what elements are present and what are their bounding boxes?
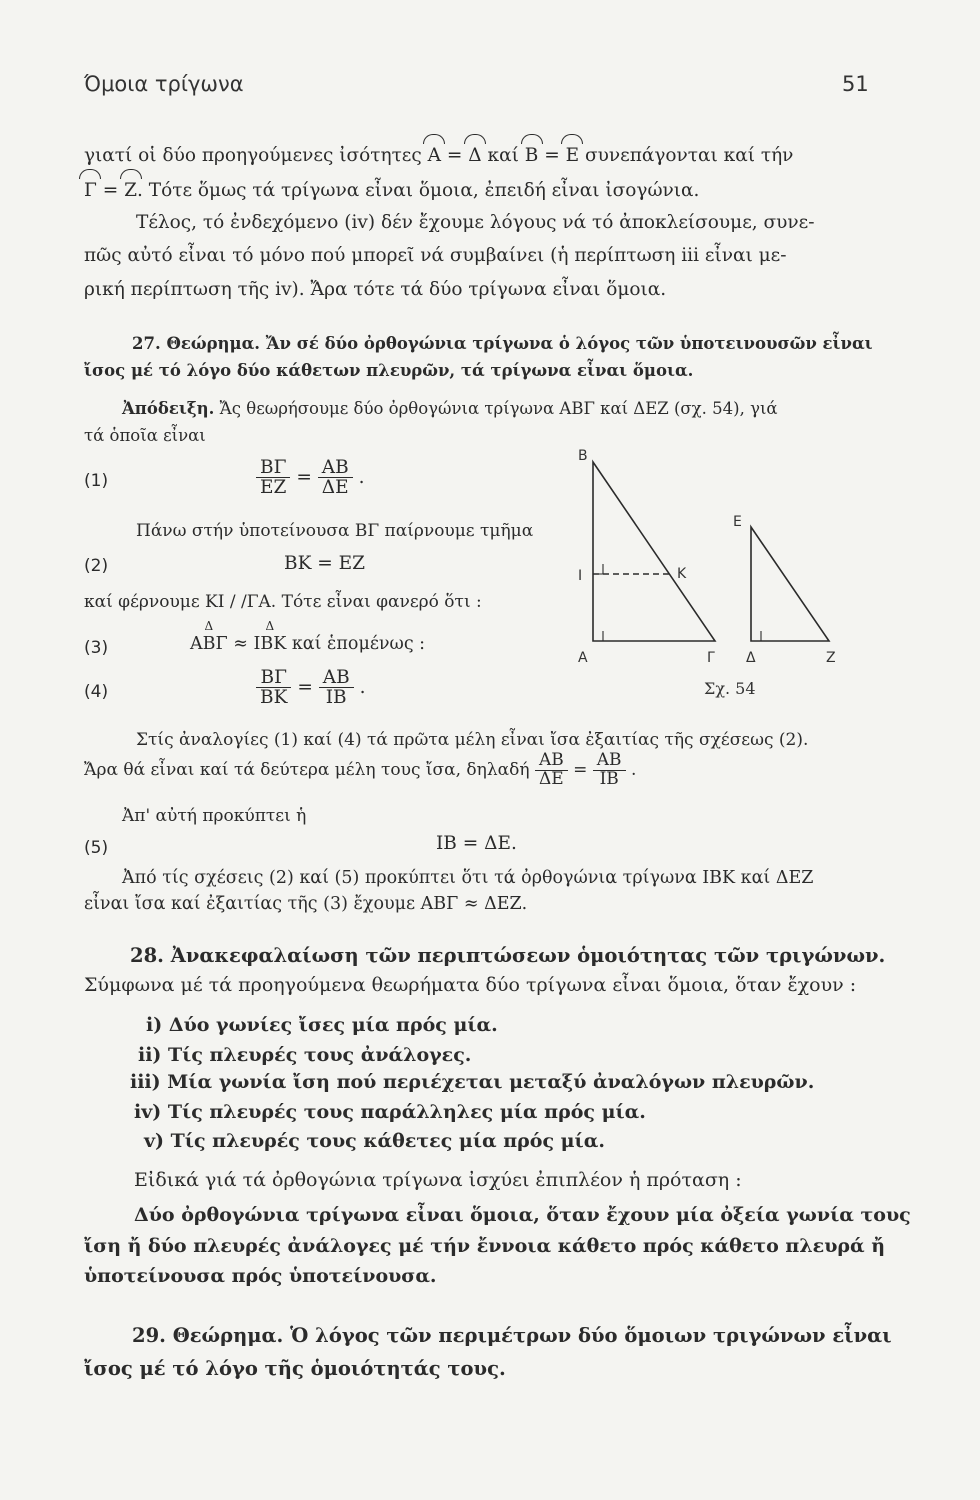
right-angle-mark (751, 631, 761, 641)
label-K: K (677, 566, 687, 582)
angle-B: B (524, 145, 539, 166)
right-angle-mark (593, 564, 603, 574)
equation-label: (5) (84, 838, 109, 858)
numerator: ΒΓ (256, 668, 290, 688)
proof-line: Ἀπό τίς σχέσεις (2) καί (5) προκύπτει ὅτι τά ὀρθογώνια τρίγωνα ΙΒΚ καί ΔΕΖ (122, 868, 814, 888)
section-28-heading: 28. Ἀνακεφαλαίωση τῶν περιπτώσεων ὁμοιότητας τῶν τριγώνων. (130, 944, 886, 967)
triangle-ABG: Δ ΑΒΓ (190, 634, 228, 654)
angle-D: Δ (468, 145, 482, 166)
triangle-DEZ-shape (751, 527, 829, 641)
fraction (535, 752, 568, 789)
proof-line: καί φέρνουμε ΚΙ / /ΓΑ. Τότε εἶναι φανερό ὅτι : (84, 592, 482, 612)
denominator: ΔΕ (538, 768, 564, 789)
case-item: iv) Τίς πλευρές τους παράλληλες μία πρός μία. (134, 1101, 646, 1123)
text-span: = (538, 145, 566, 166)
equals-sign: = (573, 759, 593, 780)
special-statement: Δύο ὀρθογώνια τρίγωνα εἶναι ὅμοια, ὅταν ἔχουν μία ὀξεία γωνία τους (134, 1204, 911, 1226)
label-Z: Z (826, 650, 836, 666)
proof-line: Πάνω στήν ὑποτείνουσα ΒΓ παίρνουμε τμῆμα (136, 521, 534, 541)
section-number: 27. Θεώρημα. (132, 334, 261, 353)
figure-54 (560, 440, 860, 720)
section-number: 29. Θεώρημα. (132, 1324, 284, 1347)
case-item: i) Δύο γωνίες ἴσες μία πρός μία. (146, 1014, 498, 1036)
denominator: ΕΖ (260, 477, 287, 499)
section-28-intro: Σύμφωνα μέ τά προηγούμενα θεωρήματα δύο τρίγωνα εἶναι ὅμοια, ὅταν ἔχουν : (84, 974, 857, 996)
equals-sign: = (296, 466, 318, 488)
para-line (84, 145, 793, 166)
label-D: Δ (746, 650, 756, 666)
para-line: ρική περίπτωση τῆς iv). Ἄρα τότε τά δύο τρίγωνα εἶναι ὅμοια. (84, 279, 667, 300)
special-statement: ἴση ἤ δύο πλευρές ἀνάλογες μέ τήν ἔννοια κάθετο πρός κάθετο πλευρά ἤ (84, 1235, 886, 1257)
label-E: E (733, 514, 742, 530)
proof-line: Στίς ἀναλογίες (1) καί (4) τά πρῶτα μέλη εἶναι ἴσα ἐξαιτίας τῆς σχέσεως (2). (136, 730, 809, 750)
para-line: Τέλος, τό ἐνδεχόμενο (iv) δέν ἔχουμε λόγους νά τό ἀποκλείσουμε, συνε- (136, 212, 815, 233)
fraction (256, 458, 290, 498)
case-item: ii) Τίς πλευρές τους ἀνάλογες. (138, 1044, 472, 1066)
proof-line (122, 399, 778, 418)
text-span: Ἄς θεωρήσουμε δύο ὀρθογώνια τρίγωνα ΑΒΓ καί ΔΕΖ (σχ. 54), γιά (214, 399, 778, 418)
theorem-27-heading (132, 334, 873, 353)
triangle-IBK: Δ ΙΒΚ (253, 634, 286, 654)
text-span: Ὁ λόγος τῶν περιμέτρων δύο ὅμοιων τριγώνων εἶναι (283, 1324, 892, 1347)
numerator: ΑΒ (318, 458, 353, 478)
text-span: Ἄν σέ δύο ὀρθογώνια τρίγωνα ὁ λόγος τῶν ὑποτεινουσῶν εἶναι (260, 334, 873, 353)
text-span: = (441, 145, 469, 166)
fraction (319, 668, 354, 708)
triangle-ABG-shape (593, 462, 715, 641)
para-line (84, 180, 699, 201)
case-item: iii) Μία γωνία ἴση πού περιέχεται μεταξύ ἀναλόγων πλευρῶν. (130, 1071, 815, 1093)
denominator: ΔΕ (321, 477, 349, 499)
equation-4 (256, 668, 365, 708)
equation-5: ΙΒ = ΔΕ. (436, 833, 517, 854)
period: . (630, 759, 637, 780)
text-span: καί ἑπομένως : (286, 634, 426, 654)
text-span: συνεπάγονται καί τήν (579, 145, 794, 166)
numerator: ΑΒ (535, 752, 568, 771)
angle-G: Γ (84, 180, 97, 201)
equation-1 (256, 458, 364, 498)
similar-sign: ≈ (227, 634, 254, 654)
text-span: γιατί οἱ δύο προηγούμενες ἰσότητες (84, 145, 428, 166)
denominator: ΒΚ (260, 687, 288, 709)
text-span: = (96, 180, 125, 201)
fraction (593, 752, 626, 789)
equation-label: (3) (84, 638, 109, 658)
label-B: B (578, 448, 588, 464)
label-G: Γ (707, 650, 715, 666)
equation-label: (1) (84, 471, 109, 491)
text-span: . Τότε ὅμως τά τρίγωνα εἶναι ὅμοια, ἐπειδή εἶναι ἰσογώνια. (136, 180, 700, 201)
para-line: πῶς αὐτό εἶναι τό μόνο πού μπορεῖ νά συμβαίνει (ἡ περίπτωση iii εἶναι με- (84, 245, 787, 266)
angle-E: E (565, 145, 580, 166)
case-item: v) Τίς πλευρές τους κάθετες μία πρός μία. (144, 1130, 605, 1152)
proof-line (84, 752, 636, 789)
running-header-title: Όμοια τρίγωνα (84, 72, 244, 96)
text-span: καί (481, 145, 525, 166)
label-I: I (578, 568, 583, 584)
numerator: ΒΓ (256, 458, 290, 478)
period: . (359, 676, 366, 698)
theorem-27-line: ἴσος μέ τό λόγο δύο κάθετων πλευρῶν, τά τρίγωνα εἶναι ὅμοια. (84, 361, 694, 380)
denominator: ΙΒ (599, 768, 619, 789)
denominator: ΙΒ (325, 687, 347, 709)
page-number: 51 (842, 72, 869, 96)
label-A: A (578, 650, 588, 666)
equals-sign: = (297, 676, 319, 698)
angle-Z: Z (124, 180, 137, 201)
proof-line: Ἀπ' αὐτή προκύπτει ἡ (122, 806, 307, 826)
theorem-29-line: ἴσος μέ τό λόγο τῆς ὁμοιότητάς τους. (84, 1357, 506, 1380)
fraction (256, 668, 291, 708)
figure-caption: Σχ. 54 (704, 679, 756, 698)
equation-label: (2) (84, 556, 109, 576)
period: . (358, 466, 365, 488)
numerator: ΑΒ (319, 668, 354, 688)
equation-3 (190, 634, 425, 654)
fraction (318, 458, 353, 498)
angle-A: A (427, 145, 441, 166)
text-span: Ἄρα θά εἶναι καί τά δεύτερα μέλη τους ἴσα, δηλαδή (84, 759, 535, 780)
special-intro: Εἰδικά γιά τά ὀρθογώνια τρίγωνα ἰσχύει ἐπιπλέον ἡ πρόταση : (134, 1169, 742, 1191)
proof-line: εἶναι ἴσα καί ἐξαιτίας τῆς (3) ἔχουμε ΑΒΓ ≈ ΔΕΖ. (84, 894, 528, 914)
right-angle-mark (593, 631, 603, 641)
special-statement: ὑποτείνουσα πρός ὑποτείνουσα. (84, 1265, 437, 1287)
equation-2: ΒΚ = ΕΖ (284, 553, 366, 574)
equation-label: (4) (84, 682, 109, 702)
theorem-29-heading (132, 1324, 892, 1347)
proof-line: τά ὁποῖα εἶναι (84, 426, 206, 445)
numerator: ΑΒ (593, 752, 626, 771)
proof-label: Ἀπόδειξη. (122, 399, 215, 418)
